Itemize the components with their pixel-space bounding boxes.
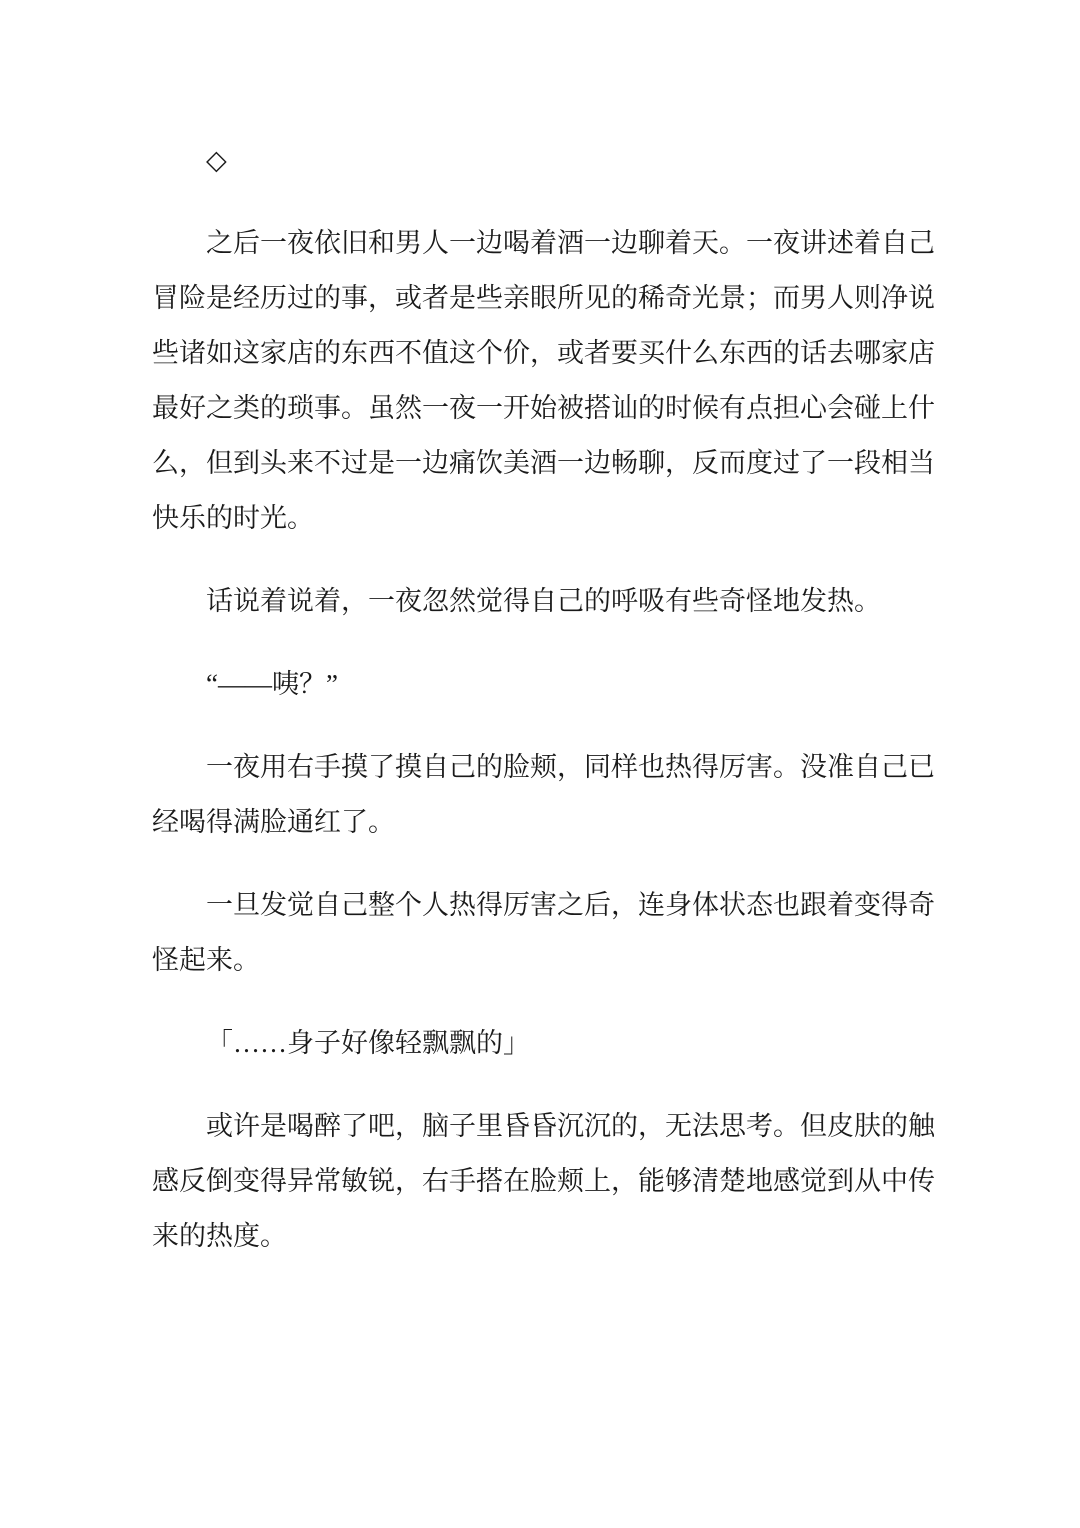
paragraph-5: [152, 878, 935, 988]
paragraph-line: 快乐的时光。: [152, 503, 314, 533]
paragraph-first-line: 一夜用右手摸了摸自己的脸颊，同样也热得厉害。没准自己已: [206, 752, 935, 782]
paragraph-line: 经喝得满脸通红了。: [152, 807, 395, 837]
paragraph-6-thought: [152, 1016, 908, 1071]
document-body: [152, 133, 935, 1264]
paragraph-first-line: 一旦发觉自己整个人热得厉害之后，连身体状态也跟着变得奇: [206, 890, 935, 920]
paragraph-first-line: 或许是喝醉了吧，脑子里昏昏沉沉的，无法思考。但皮肤的触: [206, 1111, 935, 1141]
paragraph-line: 来的热度。: [152, 1221, 287, 1251]
paragraph-line: 冒险是经历过的事，或者是些亲眼所见的稀奇光景；而男人则净说: [152, 283, 935, 313]
paragraph-2: [152, 574, 908, 629]
paragraph-4: [152, 740, 935, 850]
paragraph-first-line: 「……身子好像轻飘飘的」: [206, 1028, 530, 1058]
paragraph-3-dialogue: [152, 657, 908, 712]
paragraph-1: [152, 216, 935, 546]
paragraph-first-line: ◇: [206, 145, 227, 175]
section-divider: [152, 133, 908, 188]
paragraph-first-line: 话说着说着，一夜忽然觉得自己的呼吸有些奇怪地发热。: [206, 586, 881, 616]
paragraph-first-line: 之后一夜依旧和男人一边喝着酒一边聊着天。一夜讲述着自己: [206, 228, 935, 258]
paragraph-line: 些诸如这家店的东西不值这个价，或者要买什么东西的话去哪家店: [152, 338, 935, 368]
paragraph-line: 怪起来。: [152, 945, 260, 975]
paragraph-line: 最好之类的琐事。虽然一夜一开始被搭讪的时候有点担心会碰上什: [152, 393, 935, 423]
paragraph-7: [152, 1099, 935, 1264]
paragraph-first-line: “——咦？”: [206, 669, 338, 699]
paragraph-line: 么，但到头来不过是一边痛饮美酒一边畅聊，反而度过了一段相当: [152, 448, 935, 478]
paragraph-line: 感反倒变得异常敏锐，右手搭在脸颊上，能够清楚地感觉到从中传: [152, 1166, 935, 1196]
